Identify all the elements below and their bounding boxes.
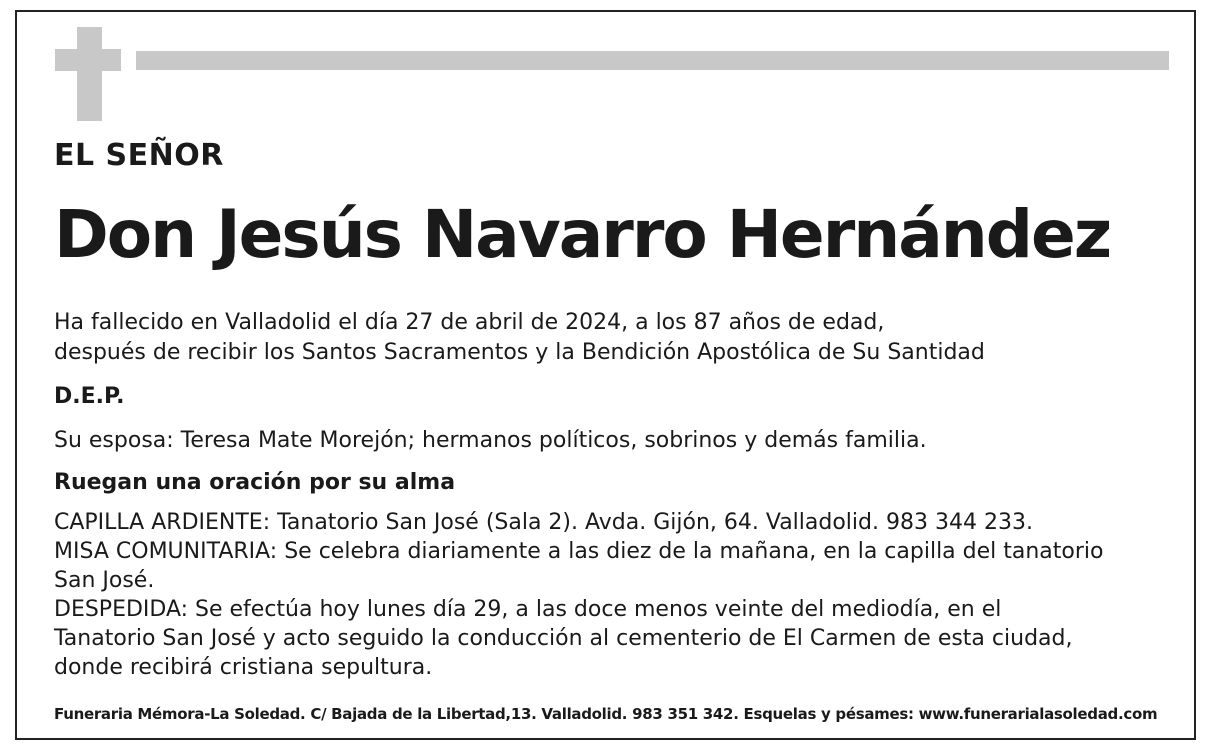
deceased-name: Don Jesús Navarro Hernández <box>54 196 1111 273</box>
death-announcement <box>54 308 985 368</box>
detail-line: CAPILLA ARDIENTE: Tanatorio San José (Sala 2). Avda. Gijón, 64. Valladolid. 983 344 233. <box>54 510 1033 535</box>
detail-line: San José. <box>54 568 155 593</box>
funeral-home-footer: Funeraria Mémora-La Soledad. C/ Bajada de la Libertad,13. Valladolid. 983 351 342. Esquelas y pésames: www.funerarialasoledad.com <box>54 705 1158 723</box>
honorific-label: EL SEÑOR <box>54 138 224 173</box>
rip-text: D.E.P. <box>54 384 125 409</box>
detail-line: DESPEDIDA: Se efectúa hoy lunes día 29, a las doce menos veinte del mediodía, en el <box>54 597 1002 622</box>
death-line: después de recibir los Santos Sacramentos y la Bendición Apostólica de Su Santidad <box>54 340 985 365</box>
detail-line: Tanatorio San José y acto seguido la conducción al cementerio de El Carmen de esta ciudad, <box>54 626 1073 651</box>
header-rule <box>136 51 1169 70</box>
service-details <box>54 508 1104 682</box>
family-text: Su esposa: Teresa Mate Morejón; hermanos políticos, sobrinos y demás familia. <box>54 428 927 453</box>
prayer-request: Ruegan una oración por su alma <box>54 470 456 495</box>
death-line: Ha fallecido en Valladolid el día 27 de abril de 2024, a los 87 años de edad, <box>54 310 885 335</box>
detail-line: MISA COMUNITARIA: Se celebra diariamente a las diez de la mañana, en la capilla del tanatorio <box>54 539 1104 564</box>
detail-line: donde recibirá cristiana sepultura. <box>54 655 433 680</box>
cross-icon <box>77 27 102 121</box>
cross-icon-bar <box>55 49 121 71</box>
